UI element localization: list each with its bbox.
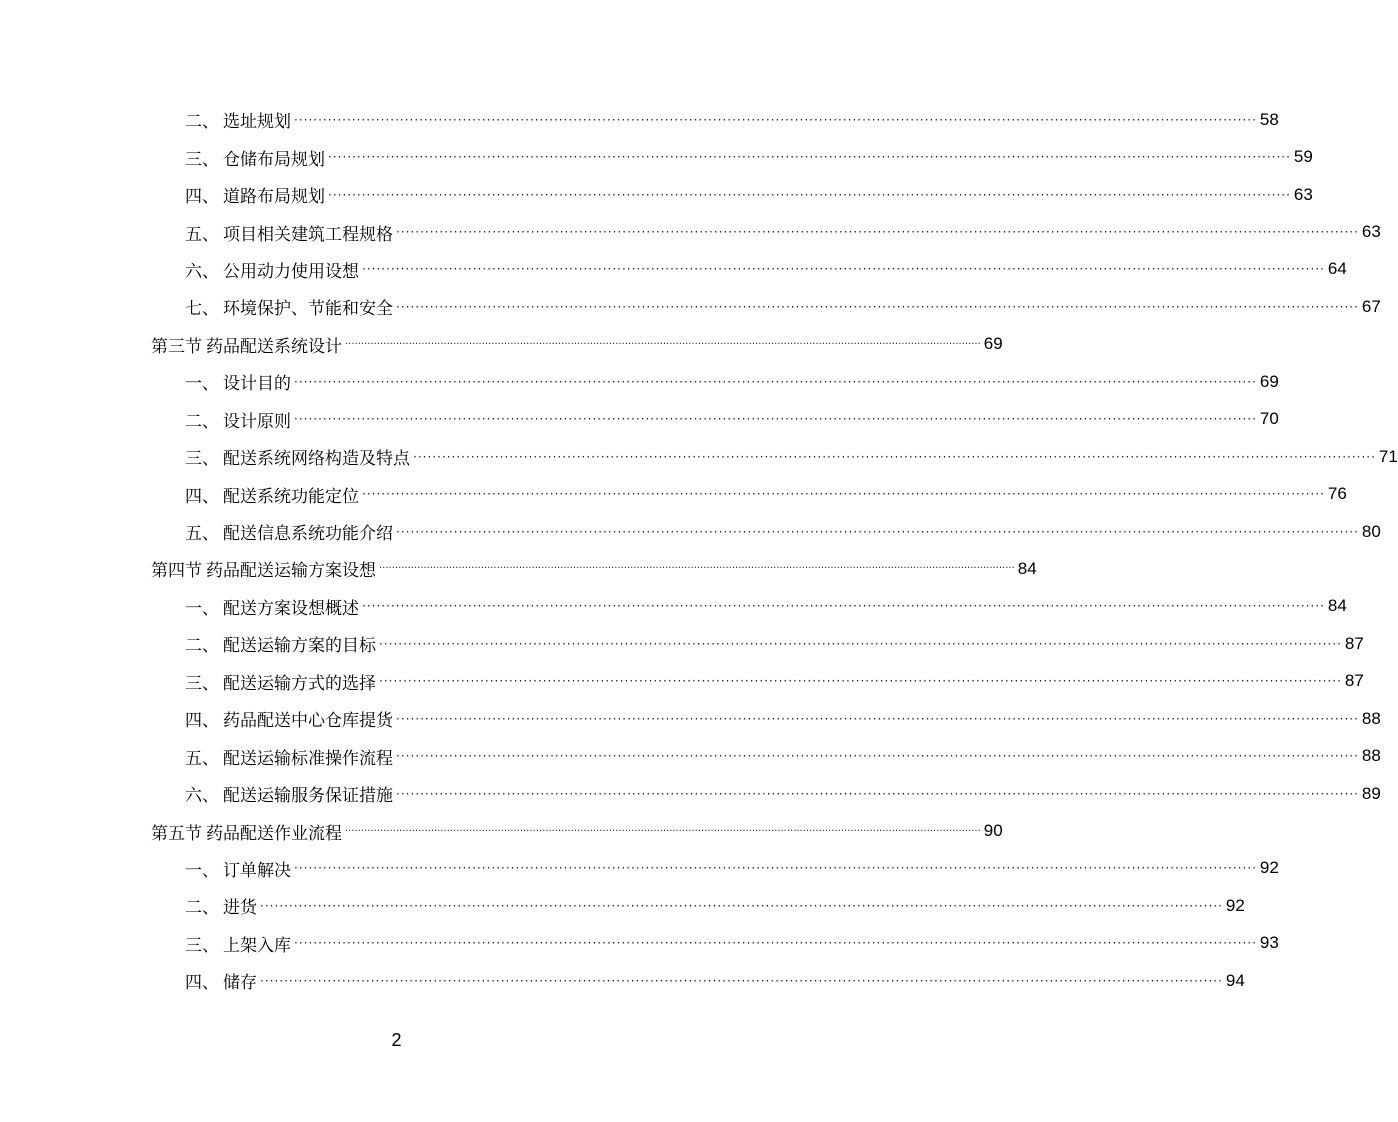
toc-entry-text: 设计目的 [223, 374, 291, 395]
toc-page-number: 80 [1361, 521, 1381, 541]
toc-entry-title [151, 819, 342, 844]
toc-entry-number: 六、 [185, 786, 219, 807]
toc-entry[interactable] [0, 850, 1279, 887]
toc-entry-number: 一、 [185, 598, 219, 619]
toc-page-number: 70 [1259, 409, 1279, 429]
toc-dot-leader: ········································································································································································································ [379, 563, 1015, 575]
toc-entry-title [185, 294, 393, 319]
toc-entry-number: 第四节 [151, 561, 202, 582]
toc-entry-title [185, 257, 359, 282]
toc-dot-leader: ········································································································································································································ [260, 898, 1223, 913]
toc-page-number: 71 [1378, 446, 1398, 466]
toc-dot-leader: ········································································································································································································ [362, 262, 1325, 277]
toc-entry-number: 三、 [185, 673, 219, 694]
toc-entry-title [185, 482, 359, 507]
toc-page-number: 64 [1327, 259, 1347, 279]
toc-entry-text: 配送信息系统功能介绍 [223, 524, 393, 545]
toc-entry-text: 上架入库 [223, 935, 291, 956]
toc-page-number: 88 [1361, 708, 1381, 728]
toc-entry-number: 四、 [185, 486, 219, 507]
toc-page-number: 67 [1361, 296, 1381, 316]
toc-dot-leader: ········································································································································································································ [362, 599, 1325, 614]
toc-entry-number: 四、 [185, 187, 219, 208]
toc-entry-title [185, 931, 291, 956]
toc-dot-leader: ········································································································································································································ [345, 338, 981, 350]
toc-entry[interactable] [0, 663, 1364, 700]
toc-entry-text: 仓储布局规划 [223, 149, 325, 170]
toc-entry-number: 四、 [185, 711, 219, 732]
toc-entry-title [185, 220, 393, 245]
toc-page-number: 88 [1361, 746, 1381, 766]
toc-page-number: 84 [1327, 596, 1347, 616]
toc-entry-title [185, 744, 393, 769]
toc-entry[interactable] [0, 513, 1381, 550]
toc-entry-text: 配送系统网络构造及特点 [223, 449, 410, 470]
toc-entry-text: 配送方案设想概述 [223, 598, 359, 619]
toc-dot-leader: ········································································································································································································ [328, 187, 1291, 202]
toc-page-number: 90 [983, 821, 1003, 841]
toc-entry-number: 五、 [185, 524, 219, 545]
toc-entry-number: 六、 [185, 261, 219, 282]
toc-page-number: 93 [1259, 933, 1279, 953]
toc-dot-leader: ········································································································································································································ [294, 936, 1257, 951]
toc-entry-title [185, 107, 291, 132]
toc-entry-title [185, 145, 325, 170]
toc-entry-title [185, 631, 376, 656]
toc-dot-leader: ········································································································································································································ [294, 861, 1257, 876]
toc-entry-number: 七、 [185, 299, 219, 320]
toc-dot-leader: ········································································································································································································ [345, 825, 981, 837]
toc-entry[interactable] [0, 962, 1245, 999]
toc-page-number: 58 [1259, 109, 1279, 129]
toc-entry[interactable] [0, 925, 1279, 962]
toc-section-entry[interactable] [0, 812, 1003, 849]
toc-dot-leader: ········································································································································································································ [362, 487, 1325, 502]
toc-dot-leader: ········································································································································································································ [396, 786, 1359, 801]
toc-entry[interactable] [0, 625, 1364, 662]
toc-entry-title [185, 893, 257, 918]
toc-entry-text: 选址规划 [223, 112, 291, 133]
toc-entry[interactable] [0, 101, 1279, 138]
toc-entry-number: 二、 [185, 112, 219, 133]
toc-entry-text: 项目相关建筑工程规格 [223, 224, 393, 245]
toc-dot-leader: ········································································································································································································ [328, 150, 1291, 165]
toc-entry-number: 二、 [185, 411, 219, 432]
toc-entry-title [185, 444, 410, 469]
toc-page-number: 92 [1259, 858, 1279, 878]
toc-entry[interactable] [0, 475, 1347, 512]
toc-page-number: 63 [1361, 222, 1381, 242]
toc-entry-title [185, 781, 393, 806]
toc-entry-text: 配送运输标准操作流程 [223, 748, 393, 769]
toc-entry-title [185, 669, 376, 694]
toc-entry-title [185, 706, 393, 731]
toc-entry-title [185, 407, 291, 432]
toc-entry[interactable] [0, 288, 1381, 325]
toc-entry-text: 道路布局规划 [223, 187, 325, 208]
toc-entry-number: 五、 [185, 224, 219, 245]
toc-entry-number: 一、 [185, 374, 219, 395]
toc-section-entry[interactable] [0, 550, 1037, 587]
toc-entry-title [185, 519, 393, 544]
toc-page-number: 76 [1327, 484, 1347, 504]
toc-entry-text: 配送运输方式的选择 [223, 673, 376, 694]
toc-dot-leader: ········································································································································································································ [396, 749, 1359, 764]
toc-entry[interactable] [0, 438, 1398, 475]
toc-entry-text: 环境保护、节能和安全 [223, 299, 393, 320]
toc-entry[interactable] [0, 138, 1313, 175]
page-number: 2 [391, 1030, 402, 1050]
toc-page-number: 63 [1293, 184, 1313, 204]
toc-dot-leader: ········································································································································································································ [413, 449, 1376, 464]
toc-page-number: 87 [1344, 671, 1364, 691]
toc-entry[interactable] [0, 176, 1313, 213]
toc-page-number: 84 [1017, 558, 1037, 578]
toc-entry-text: 设计原则 [223, 411, 291, 432]
toc-entry[interactable] [0, 775, 1381, 812]
toc-dot-leader: ········································································································································································································ [260, 973, 1223, 988]
toc-entry-number: 四、 [185, 973, 219, 994]
toc-entry-text: 公用动力使用设想 [223, 261, 359, 282]
toc-dot-leader: ········································································································································································································ [396, 225, 1359, 240]
toc-dot-leader: ········································································································································································································ [396, 711, 1359, 726]
toc-entry[interactable] [0, 588, 1347, 625]
toc-entry-title [185, 856, 291, 881]
toc-entry-number: 五、 [185, 748, 219, 769]
toc-dot-leader: ········································································································································································································ [396, 524, 1359, 539]
toc-entry[interactable] [0, 887, 1245, 924]
toc-entry-title [185, 182, 325, 207]
toc-dot-leader: ········································································································································································································ [294, 412, 1257, 427]
toc-entry-number: 三、 [185, 935, 219, 956]
toc-entry[interactable] [0, 251, 1347, 288]
toc-entry-number: 二、 [185, 636, 219, 657]
toc-page-number: 89 [1361, 783, 1381, 803]
toc-entry-text: 配送运输方案的目标 [223, 636, 376, 657]
toc-page-number: 87 [1344, 633, 1364, 653]
toc-entry-text: 配送系统功能定位 [223, 486, 359, 507]
toc-page-number: 59 [1293, 147, 1313, 167]
toc-entry-text: 药品配送系统设计 [206, 336, 342, 357]
toc-entry-text: 订单解决 [223, 860, 291, 881]
toc-page-number: 92 [1225, 895, 1245, 915]
toc-entry-text: 药品配送作业流程 [206, 823, 342, 844]
toc-entry[interactable] [0, 363, 1279, 400]
toc-entry-title [151, 556, 376, 581]
toc-entry[interactable] [0, 401, 1279, 438]
toc-entry-text: 储存 [223, 973, 257, 994]
toc-entry-title [185, 968, 257, 993]
toc-dot-leader: ········································································································································································································ [379, 636, 1342, 651]
toc-entry-number: 第三节 [151, 336, 202, 357]
toc-dot-leader: ········································································································································································································ [396, 299, 1359, 314]
toc-page-number: 69 [1259, 371, 1279, 391]
toc-entry-title [151, 332, 342, 357]
toc-dot-leader: ········································································································································································································ [294, 112, 1257, 127]
toc-entry-number: 三、 [185, 149, 219, 170]
toc-entry-number: 二、 [185, 898, 219, 919]
toc-dot-leader: ········································································································································································································ [294, 374, 1257, 389]
toc-entry-number: 一、 [185, 860, 219, 881]
toc-entry-text: 药品配送运输方案设想 [206, 561, 376, 582]
toc-entry-number: 三、 [185, 449, 219, 470]
table-of-contents [0, 101, 1398, 1000]
toc-entry[interactable] [0, 700, 1381, 737]
toc-entry-title [185, 369, 291, 394]
toc-entry-text: 配送运输服务保证措施 [223, 786, 393, 807]
toc-page-number: 69 [983, 334, 1003, 354]
toc-entry-title [185, 594, 359, 619]
toc-dot-leader: ········································································································································································································ [379, 674, 1342, 689]
toc-entry-number: 第五节 [151, 823, 202, 844]
toc-entry-text: 药品配送中心仓库提货 [223, 711, 393, 732]
toc-page-number: 94 [1225, 970, 1245, 990]
toc-entry[interactable] [0, 737, 1381, 774]
toc-section-entry[interactable] [0, 326, 1003, 363]
toc-entry[interactable] [0, 213, 1381, 250]
toc-entry-text: 进货 [223, 898, 257, 919]
